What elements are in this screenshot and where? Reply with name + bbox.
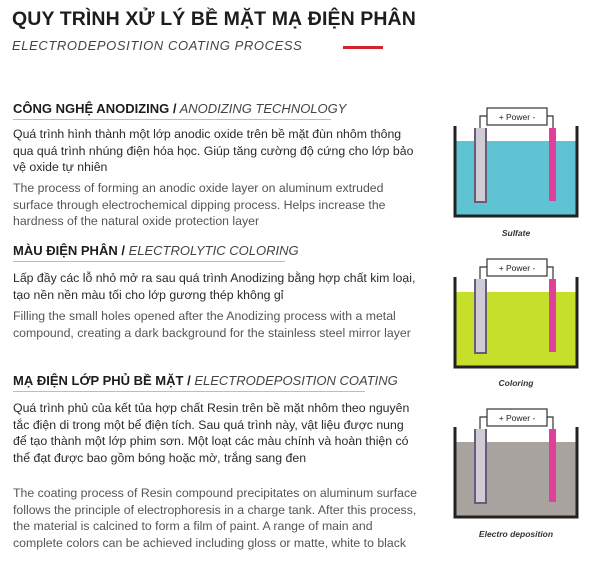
section-heading-en: ANODIZING TECHNOLOGY (176, 101, 347, 116)
wire-left (480, 267, 487, 279)
tank-liquid (455, 141, 577, 216)
section-heading-electrodeposition (13, 373, 398, 388)
electrolysis-tank-coloring (445, 255, 587, 375)
anode-metal (476, 429, 485, 502)
page-title: QUY TRÌNH XỬ LÝ BỀ MẶT MẠ ĐIỆN PHÂN (12, 8, 416, 30)
wire-right (547, 116, 553, 128)
section-heading-anodizing (13, 101, 346, 116)
section-heading-vn: CÔNG NGHỆ ANODIZING / (13, 101, 177, 116)
accent-bar (343, 46, 383, 49)
diagram-caption: Electro deposition (478, 529, 554, 539)
cathode-electrode (549, 128, 556, 201)
section-text-en: The coating process of Resin compound precipitates on aluminum surface follows the principle of electrophoresis in a charge tank. After this process, the material is calcined to form a film of paint. A range of main and complete colors can be achieved including gloss or matte, white to black (13, 486, 417, 550)
tank-liquid (455, 292, 577, 367)
wire-left (480, 116, 487, 128)
cathode-electrode (549, 279, 556, 352)
diagram-caption: Sulfate (501, 228, 531, 238)
section-text-vn: Quá trình hình thành một lớp anodic oxide trên bề mặt đùn nhôm thông qua quá trình nhúng điện hóa học. Giúp tăng cường độ cứng cho lớp bảo vệ oxide tự nhiên (13, 127, 414, 174)
power-label: + Power - (498, 263, 536, 273)
diagram-caption: Coloring (498, 378, 534, 388)
wire-right (547, 417, 553, 429)
section-text-vn: Quá trình phủ của kết tủa hợp chất Resin trên bề mặt nhôm theo nguyên tắc điện di trong một bể điện tích. Sau quá trình này, vật liệu được nung để tạo thành một lớp phim sơn. Một loạt các màu chính và hoàn thiện có thể đạt được bao gồm bóng hoặc mờ, trắng sang đen (13, 401, 410, 465)
page-subtitle: ELECTRODEPOSITION COATING PROCESS (12, 38, 303, 53)
anode-metal (476, 128, 485, 201)
section-divider (13, 391, 365, 392)
anode-metal (476, 279, 485, 352)
wire-left (480, 417, 487, 429)
section-heading-vn: MẠ ĐIỆN LỚP PHỦ BỀ MẶT / (13, 373, 191, 388)
electrolysis-tank-electrodeposition (445, 405, 587, 525)
section-heading-vn: MÀU ĐIỆN PHÂN / (13, 243, 125, 258)
section-heading-en: ELECTRODEPOSITION COATING (190, 373, 398, 388)
power-label: + Power - (498, 413, 536, 423)
power-label: + Power - (498, 112, 536, 122)
electrolysis-tank-sulfate (445, 104, 587, 224)
cathode-electrode (549, 429, 556, 502)
section-text-vn: Lấp đầy các lỗ nhỏ mở ra sau quá trình Anodizing bằng hợp chất kim loại, tạo nền nền màu tối cho lớp gương thép không gỉ (13, 271, 416, 302)
section-divider (13, 119, 331, 120)
section-heading-electrolytic (13, 243, 299, 258)
section-divider (13, 261, 285, 262)
tank-liquid (455, 442, 577, 517)
wire-right (547, 267, 553, 279)
section-text-en: The process of forming an anodic oxide layer on aluminum extruded surface through electrochemical dipping process. Helps increase the hardness of the natural oxide protection layer (13, 181, 386, 228)
section-heading-en: ELECTROLYTIC COLORING (124, 243, 299, 258)
section-text-en: Filling the small holes opened after the Anodizing process with a metal compound, creating a dark background for the stainless steel mirror layer (13, 309, 411, 340)
